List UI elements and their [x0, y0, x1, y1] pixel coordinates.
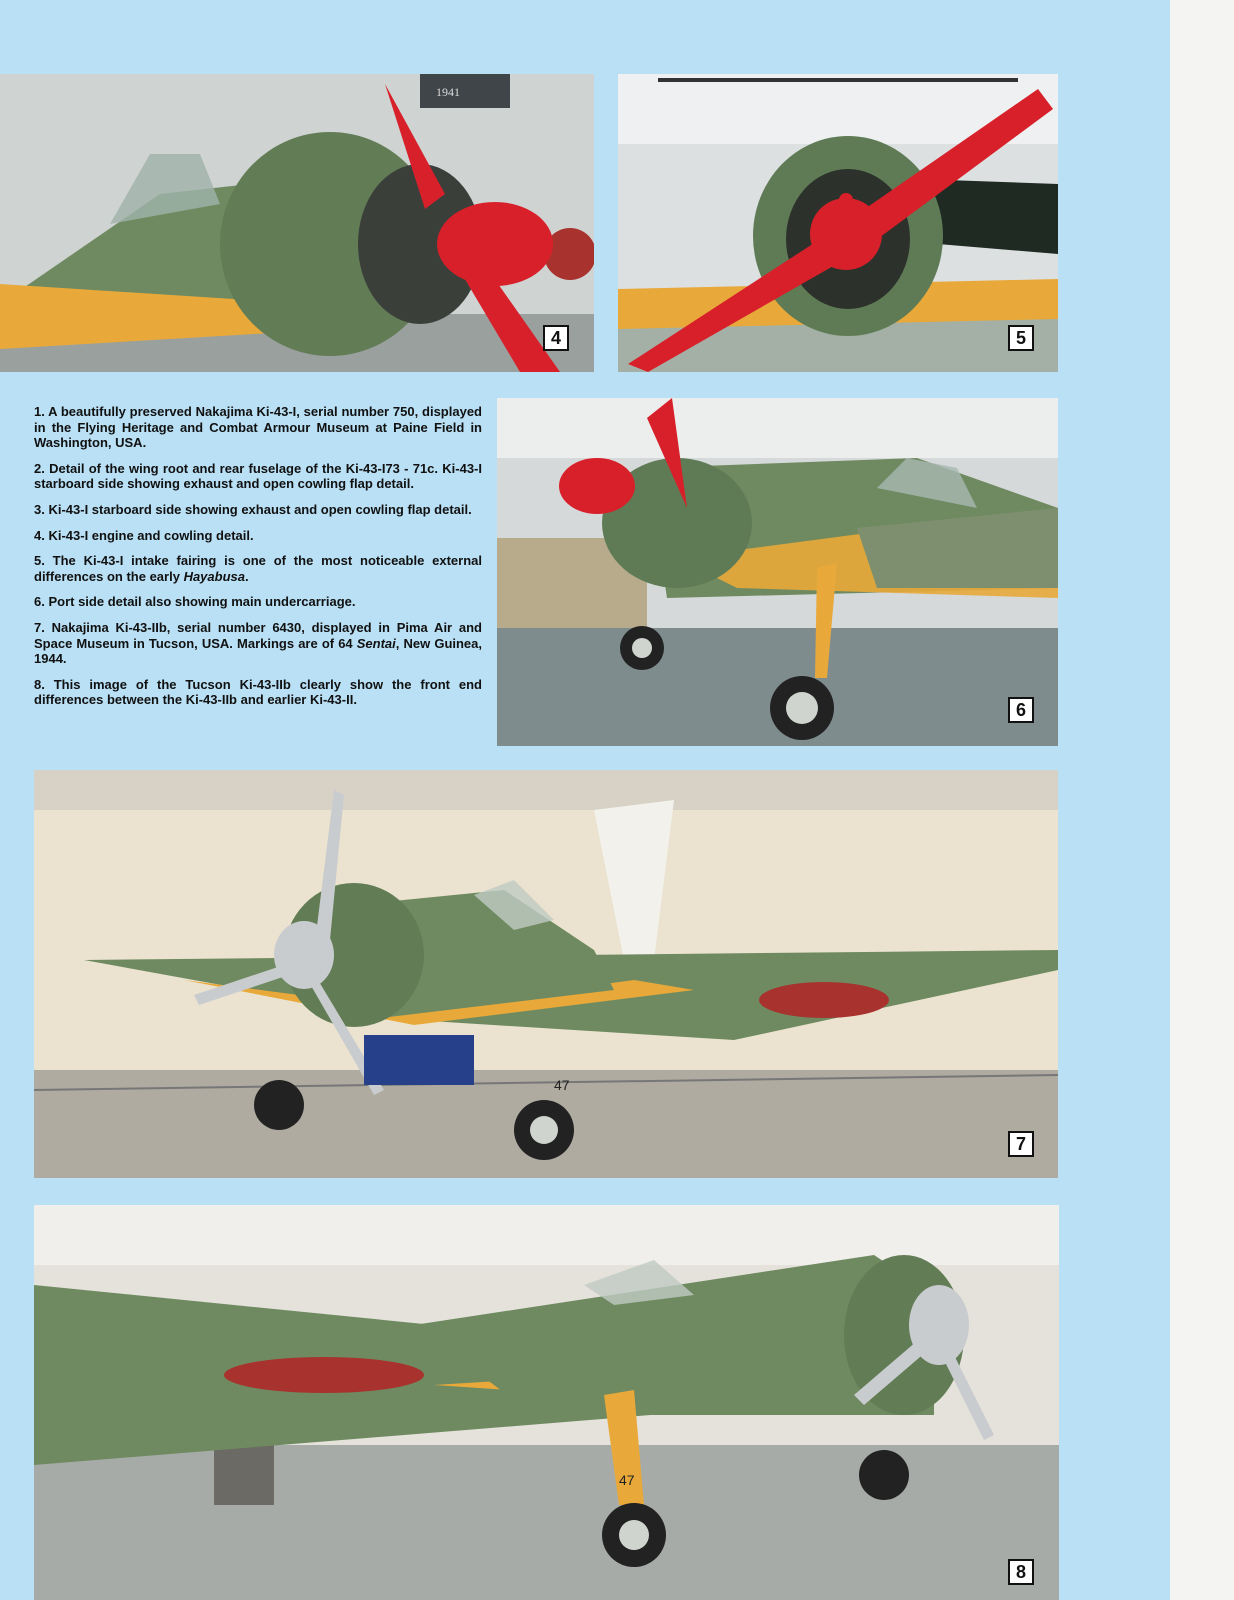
- caption-6: 6. Port side detail also showing main undercarriage.: [34, 594, 356, 610]
- photo-6-image: [497, 398, 1058, 746]
- photo-4-number: 4: [543, 325, 569, 351]
- caption-1: 1. A beautifully preserved Nakajima Ki-43-I, serial number 750, displayed in the Flying Heritage and Combat Armour Museum at Paine Field in Washington, USA.: [34, 404, 482, 451]
- caption-3: 3. Ki-43-I starboard side showing exhaust and open cowling flap detail.: [34, 501, 472, 517]
- photo-4-banner-text: 1941: [436, 85, 460, 99]
- photo-5-image: [618, 74, 1058, 372]
- caption-4: 4. Ki-43-I engine and cowling detail.: [34, 527, 254, 543]
- page-right-margin: [1170, 0, 1234, 1600]
- photo-6: [497, 398, 1058, 746]
- photo-4: [0, 74, 594, 372]
- photo-6-number: 6: [1008, 697, 1034, 723]
- photo-7-image: [34, 770, 1058, 1178]
- photo-8: [34, 1205, 1059, 1600]
- caption-5: 5. The Ki-43-I intake fairing is one of the most noticeable external differences on the early Hayabusa.: [34, 553, 482, 584]
- photo-7-gear-number: 47: [554, 1077, 570, 1093]
- caption-7: 7. Nakajima Ki-43-IIb, serial number 6430, displayed in Pima Air and Space Museum in Tucson, USA. Markings are of 64 Sentai, New Guinea, 1944.: [34, 619, 483, 667]
- captions-block: [34, 404, 482, 718]
- photo-8-gear-number: 47: [619, 1472, 635, 1488]
- photo-8-image: [34, 1205, 1059, 1600]
- photo-5-number: 5: [1008, 325, 1034, 351]
- caption-8: 8. This image of the Tucson Ki-43-IIb clearly show the front end differences between the Ki-43-IIb and earlier Ki-43-II.: [34, 676, 482, 708]
- caption-2: 2. Detail of the wing root and rear fuselage of the Ki-43-I73 - 71c. Ki-43-I starboard side showing exhaust and open cowling flap detail.: [34, 460, 482, 492]
- photo-5: [618, 74, 1058, 372]
- photo-4-image: [0, 74, 594, 372]
- photo-8-number: 8: [1008, 1559, 1034, 1585]
- photo-7: [34, 770, 1058, 1178]
- photo-7-number: 7: [1008, 1131, 1034, 1157]
